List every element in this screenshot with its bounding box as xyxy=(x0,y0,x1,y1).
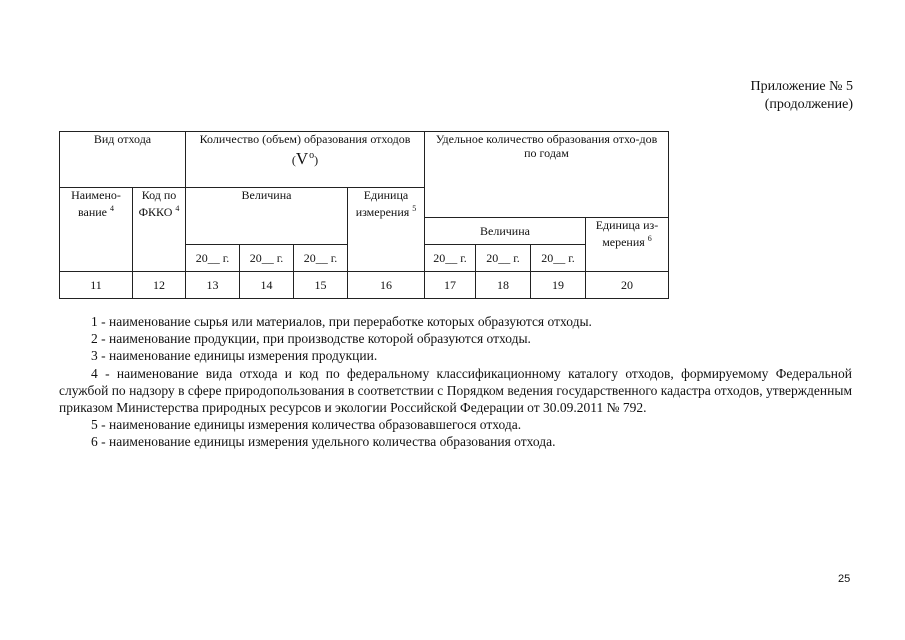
appendix-header xyxy=(751,78,854,114)
header-unit-2 xyxy=(586,218,669,272)
footnote-item: 1 - наименование сырья или материалов, при переработке которых образуются отходы. xyxy=(91,314,592,329)
header-value-2: Величина xyxy=(425,218,586,245)
footnote-item: 4 - наименование вида отхода и код по федеральному классификационному каталогу отходов, формируемому Федеральной службой по надзору в сфере природопользования в соответствии с Порядком ведения государственного кадастра отходов, утвержденным приказом Министерства природных ресурсов и экологии Российской Федерации от 30.09.2011 № 792. xyxy=(59,365,852,416)
footnotes xyxy=(59,313,852,451)
vo-letter: V xyxy=(295,149,309,168)
header-waste-type: Вид отхода xyxy=(60,132,186,188)
column-number: 20 xyxy=(586,272,669,299)
year-cell: 20__ г. xyxy=(425,245,476,272)
header-name-footnote: 4 xyxy=(110,204,114,213)
appendix-continuation: (продолжение) xyxy=(764,97,853,112)
header-code xyxy=(133,188,186,272)
header-unit-2-label: Единица из-мерения xyxy=(595,218,659,249)
vo-close-paren: ) xyxy=(314,153,319,167)
vo-symbol xyxy=(186,148,424,168)
header-unit xyxy=(348,188,425,272)
vo-open-paren: ( xyxy=(291,153,296,167)
column-number: 11 xyxy=(60,272,133,299)
column-number: 15 xyxy=(294,272,348,299)
column-number: 19 xyxy=(531,272,586,299)
footnote-item: 3 - наименование единицы измерения продукции. xyxy=(91,348,378,364)
year-cell: 20__ г. xyxy=(531,245,586,272)
year-cell: 20__ г. xyxy=(476,245,531,272)
footnote-item: 6 - наименование единицы измерения удельного количества образования отхода. xyxy=(91,434,556,450)
header-unit-footnote: 5 xyxy=(412,204,417,213)
waste-table xyxy=(59,131,669,299)
year-cell: 20__ г. xyxy=(240,245,294,272)
page-number: 25 xyxy=(838,573,851,585)
header-code-footnote: 4 xyxy=(175,204,180,213)
header-code-label: Код по ФККО xyxy=(138,188,177,219)
header-quantity xyxy=(186,132,425,188)
column-number: 12 xyxy=(133,272,186,299)
header-value: Величина xyxy=(186,188,348,245)
header-name-label: Наимено-вание xyxy=(71,188,121,219)
header-quantity-label: Количество (объем) образования отходов xyxy=(199,132,411,146)
column-number: 17 xyxy=(425,272,476,299)
header-unit-label: Единица измерения xyxy=(355,188,410,219)
column-number: 13 xyxy=(186,272,240,299)
header-specific-quantity: Удельное количество образования отхо-дов по годам xyxy=(425,132,669,218)
header-unit-2-footnote: 6 xyxy=(647,234,652,243)
appendix-title: Приложение № 5 xyxy=(750,79,853,94)
footnote-item: 2 - наименование продукции, при производстве которой образуются отходы. xyxy=(91,331,531,347)
year-cell: 20__ г. xyxy=(294,245,348,272)
footnote-item: 5 - наименование единицы измерения количества образовавшегося отхода. xyxy=(91,417,522,433)
year-cell: 20__ г. xyxy=(186,245,240,272)
column-number: 16 xyxy=(348,272,425,299)
column-number: 14 xyxy=(240,272,294,299)
column-number: 18 xyxy=(476,272,531,299)
header-name xyxy=(60,188,133,272)
vo-subscript: о xyxy=(309,150,315,161)
